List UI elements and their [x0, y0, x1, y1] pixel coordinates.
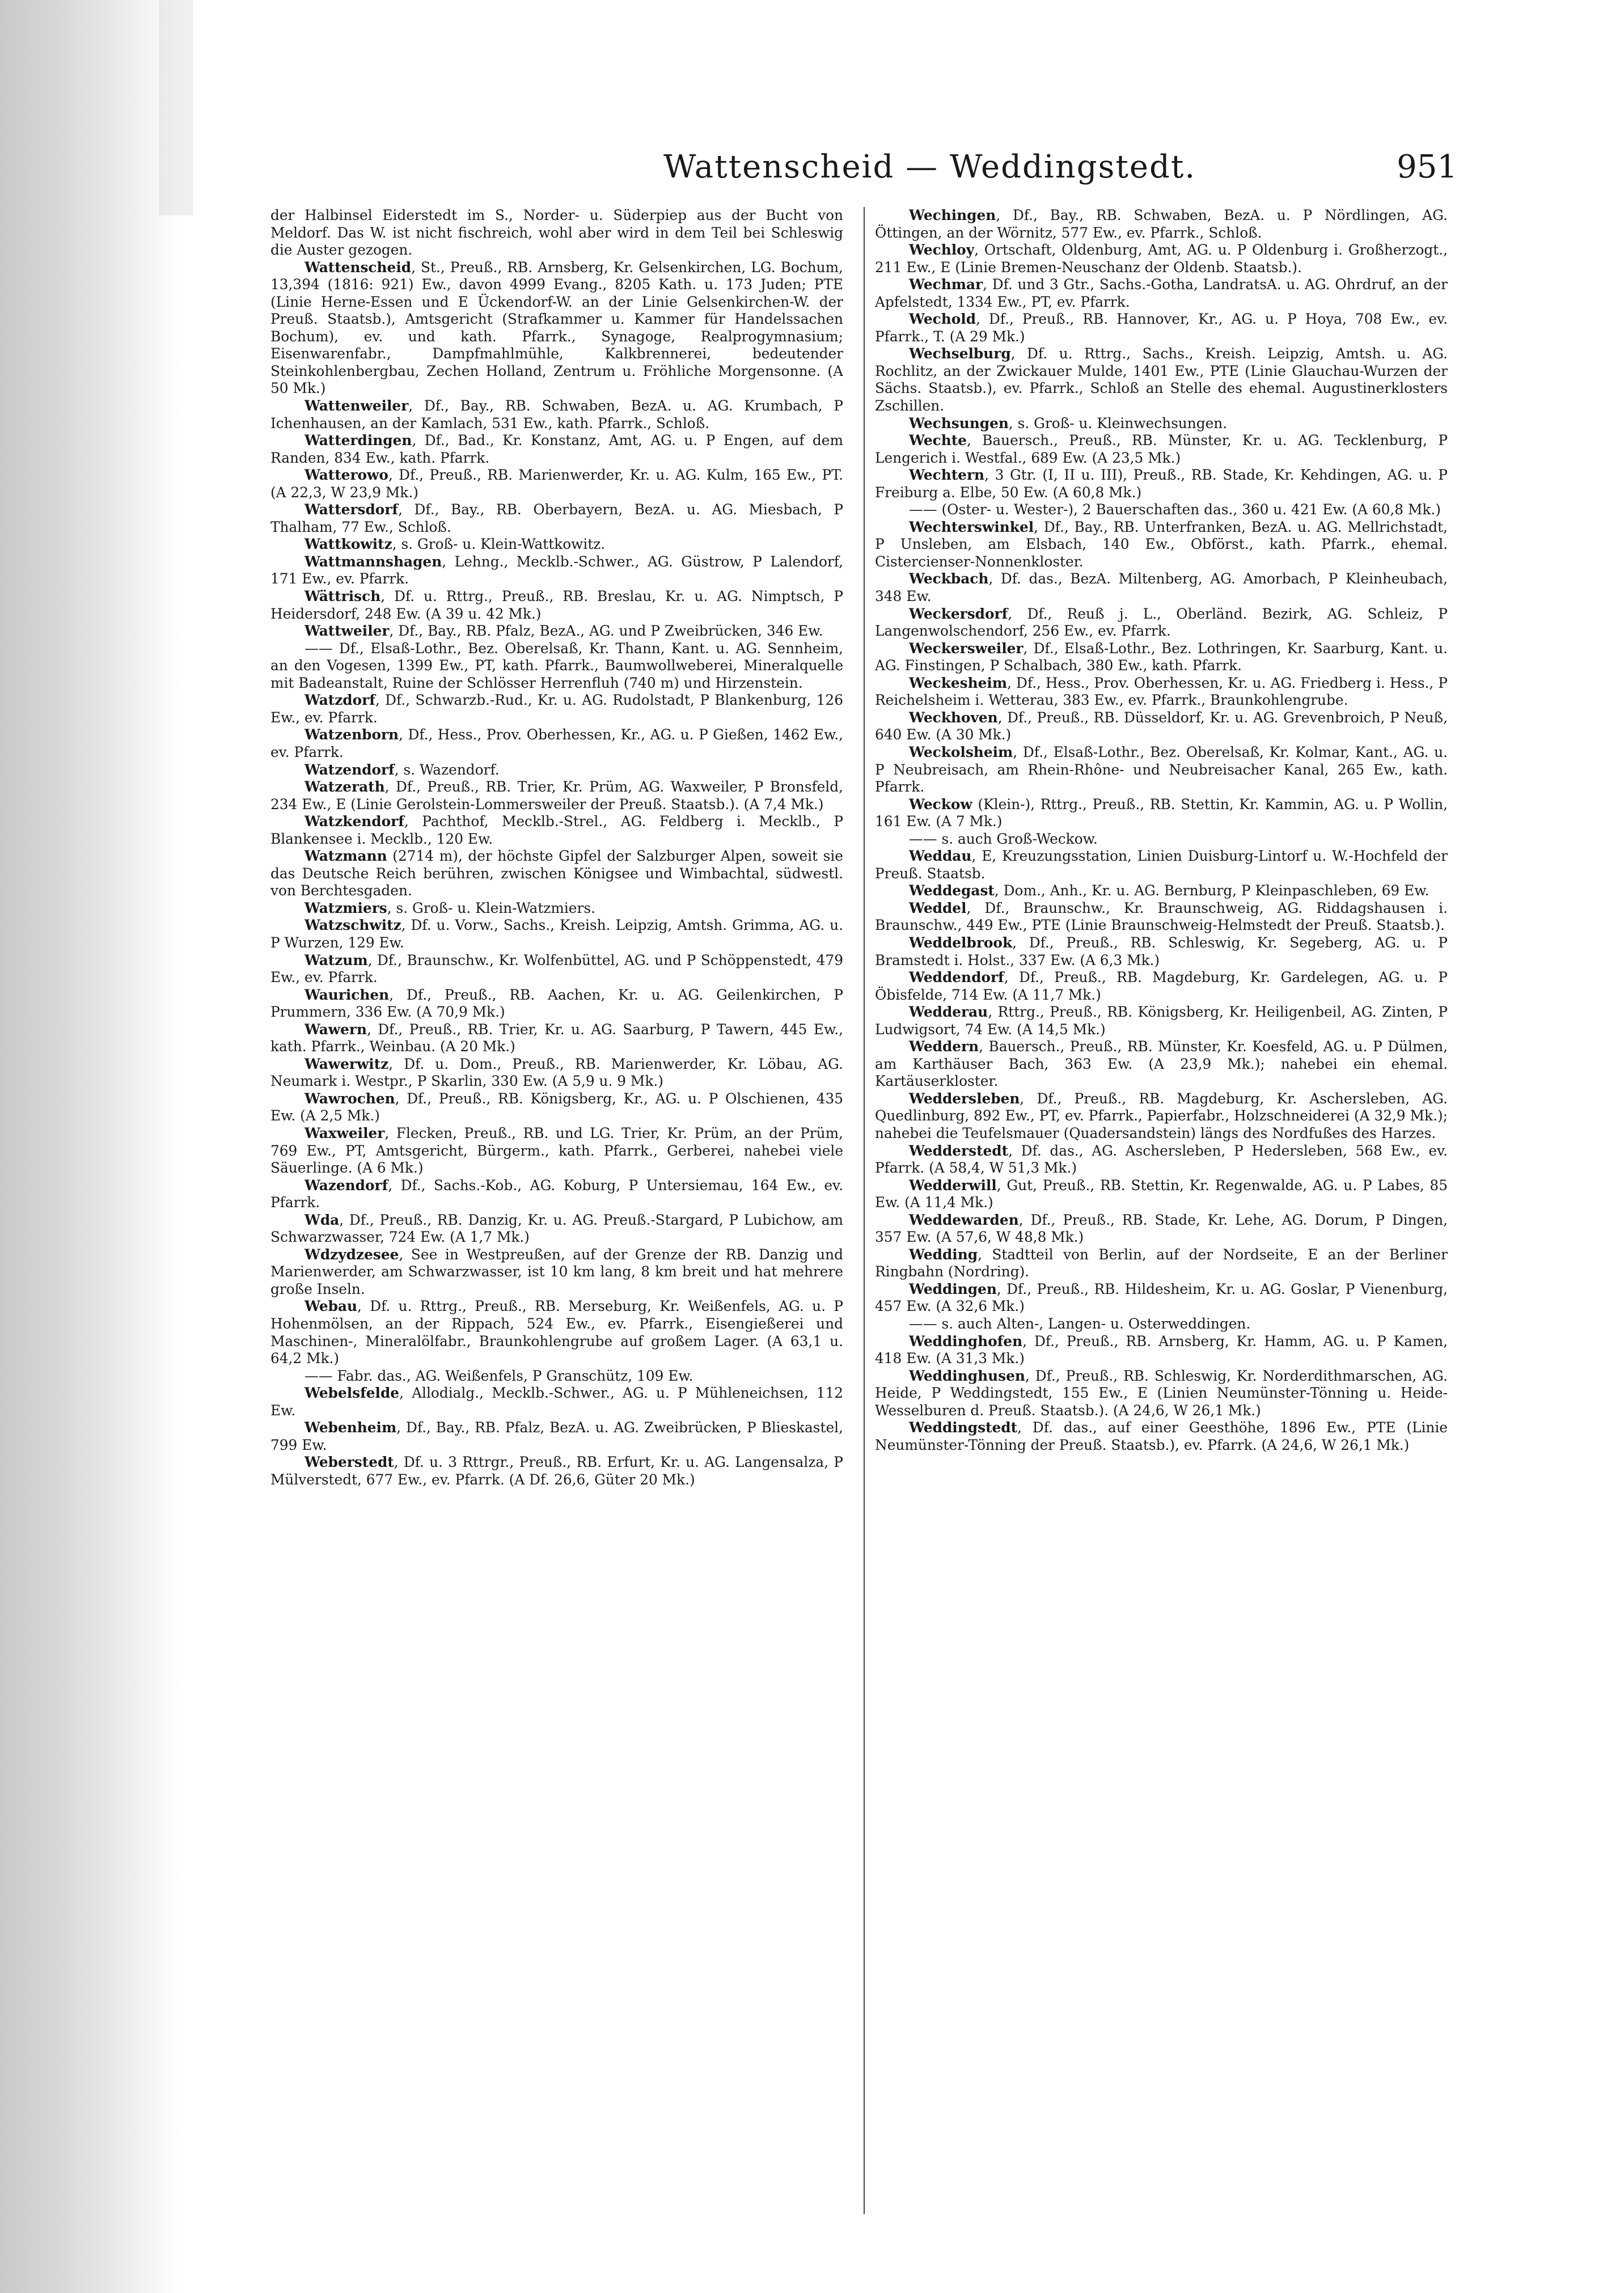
- gazetteer-entry: [270, 761, 843, 779]
- gazetteer-entry: [270, 987, 843, 1021]
- entry-text: , Df., Preuß., RB. Hannover, Kr., AG. u. P Hoya, 708 Ew., ev. Pfarrk., T. (A 29 Mk.): [875, 311, 1448, 345]
- entry-headword: Wattenscheid: [304, 259, 412, 276]
- entry-headword: Weddau: [909, 848, 972, 865]
- entry-text: , s. Groß- u. Klein-Watzmiers.: [387, 899, 595, 916]
- entry-text: , Df., Preuß., RB. Düsseldorf, Kr. u. AG. Grevenbroich, P Neuß, 640 Ew. (A 30 Mk.): [875, 709, 1448, 743]
- entry-text: , Flecken, Preuß., RB. und LG. Trier, Kr. Prüm, an der Prüm, 769 Ew., PT, Amtsgericht, Bürgerm., kath. Pfarrk., Gerberei, nahebei viele Säuerlinge. (A 6 Mk.): [270, 1124, 843, 1177]
- gazetteer-entry: [270, 467, 843, 501]
- scan-noise-top: [159, 0, 193, 215]
- entry-text: , Df., Preuß., RB. Danzig, Kr. u. AG. Preuß.-Stargard, P Lubichow, am Schwarzwasser, 724 Ew. (A 1,7 Mk.): [270, 1211, 843, 1246]
- entry-text: , Df., Schwarzb.-Rud., Kr. u. AG. Rudolstadt, P Blankenburg, 126 Ew., ev. Pfarrk.: [270, 692, 843, 726]
- entry-headword: Weddingstedt: [909, 1419, 1018, 1436]
- entry-text: , Df. u. Vorw., Sachs., Kreish. Leipzig, Amtsh. Grimma, AG. u. P Wurzen, 129 Ew.: [270, 917, 843, 951]
- entry-text: , Df., Bay., RB. Schwaben, BezA. u. P Nördlingen, AG. Öttingen, an der Wörnitz, 577 Ew., ev. Pfarrk., Schloß.: [875, 207, 1448, 241]
- entry-text: , Df., Bay., RB. Schwaben, BezA. u. AG. Krumbach, P Ichenhausen, an der Kamlach, 531 Ew., kath. Pfarrk., Schloß.: [270, 397, 843, 431]
- entry-text: , Df., Preuß., RB. Magdeburg, Kr. Aschersleben, AG. Quedlinburg, 892 Ew., PT, ev. Pfarrk., Papierfabr., Holzschneiderei (A 32,9 Mk.); nahebei die Teufelsmauer (Quadersandstein) längs des Nordfußes des Harzes.: [875, 1090, 1448, 1141]
- entry-headword: Watzum: [304, 951, 368, 968]
- entry-text: —— (Oster- u. Wester-), 2 Bauerschaften das., 360 u. 421 Ew. (A 60,8 Mk.): [909, 501, 1441, 518]
- gazetteer-entry: [270, 1385, 843, 1419]
- entry-text: , s. Wazendorf.: [394, 761, 500, 778]
- entry-headword: Wechselburg: [909, 345, 1011, 362]
- gazetteer-entry: [270, 813, 843, 848]
- entry-text: —— s. auch Alten-, Langen- u. Osterweddingen.: [909, 1315, 1251, 1332]
- entry-headword: Wättrisch: [304, 588, 381, 605]
- entry-headword: Wda: [304, 1211, 340, 1228]
- gazetteer-entry: [875, 1281, 1448, 1315]
- entry-headword: Wedderstedt: [909, 1142, 1009, 1159]
- entry-text: , s. Groß- u. Kleinwechsungen.: [1008, 414, 1228, 431]
- entry-headword: Weckbach: [909, 570, 989, 587]
- gazetteer-entry: [875, 467, 1448, 501]
- entry-text: , Df., Hess., Prov. Oberhessen, Kr., AG. u. P Gießen, 1462 Ew., ev. Pfarrk.: [270, 726, 843, 760]
- gazetteer-entry: [875, 1315, 1448, 1333]
- gazetteer-entry: [875, 1368, 1448, 1420]
- entry-headword: Weddewarden: [909, 1211, 1019, 1228]
- entry-headword: Watzdorf: [304, 692, 375, 709]
- gazetteer-entry: [270, 848, 843, 900]
- entry-headword: Weckhoven: [909, 709, 998, 726]
- gazetteer-entry: [875, 1004, 1448, 1038]
- entry-headword: Weckersdorf: [909, 605, 1008, 622]
- right-column: [875, 207, 1448, 2214]
- entry-text: , Allodialg., Mecklb.-Schwer., AG. u. P Mühleneichsen, 112 Ew.: [270, 1385, 843, 1419]
- gazetteer-entry: [270, 779, 843, 813]
- gazetteer-entry: [875, 345, 1448, 414]
- entry-text: , Lehng., Mecklb.-Schwer., AG. Güstrow, P Lalendorf, 171 Ew., ev. Pfarrk.: [270, 553, 843, 587]
- gazetteer-entry: [875, 969, 1448, 1004]
- entry-headword: Weckesheim: [909, 674, 1008, 691]
- entry-headword: Watterowo: [304, 467, 388, 484]
- gazetteer-entry: [270, 1246, 843, 1298]
- gazetteer-entry: [875, 709, 1448, 744]
- entry-headword: Watzerath: [304, 779, 385, 796]
- gazetteer-entry: [270, 623, 843, 640]
- entry-headword: Wedderau: [909, 1004, 988, 1021]
- entry-text: , Df., Bay., RB. Oberbayern, BezA. u. AG. Miesbach, P Thalham, 77 Ew., Schloß.: [270, 501, 843, 535]
- entry-text: , Df., Preuß., RB. Königsberg, Kr., AG. u. P Olschienen, 435 Ew. (A 2,5 Mk.): [270, 1090, 843, 1124]
- gazetteer-entry: [875, 606, 1448, 640]
- entry-headword: Watzenborn: [304, 726, 399, 743]
- gazetteer-entry: [875, 848, 1448, 882]
- entry-headword: Wedding: [909, 1246, 978, 1263]
- gazetteer-entry: [270, 640, 843, 692]
- gazetteer-entry: [270, 1090, 843, 1125]
- book-spine-shadow: [0, 0, 181, 2293]
- entry-headword: Wawrochen: [304, 1090, 395, 1107]
- gazetteer-entry: [270, 432, 843, 467]
- gazetteer-entry: [875, 934, 1448, 969]
- entry-text: , s. Groß- u. Klein-Wattkowitz.: [392, 536, 606, 553]
- entry-headword: Weddersleben: [909, 1090, 1020, 1107]
- entry-headword: Weddegast: [909, 882, 995, 899]
- gazetteer-entry: [270, 1298, 843, 1367]
- entry-headword: Weddingen: [909, 1280, 997, 1297]
- entry-headword: Watterdingen: [304, 432, 412, 449]
- entry-headword: Webenheim: [304, 1419, 397, 1436]
- gazetteer-entry: [875, 207, 1448, 242]
- entry-text: , Df., Preuß., RB. Magdeburg, Kr. Gardelegen, AG. u. P Öbisfelde, 714 Ew. (A 11,7 Mk.): [875, 969, 1448, 1003]
- running-title: Wattenscheid — Weddingstedt.: [663, 149, 1196, 185]
- entry-text: , See in Westpreußen, auf der Grenze der RB. Danzig und Marienwerder, am Schwarzwasser, ist 10 km lang, 8 km breit und hat mehrere große Inseln.: [270, 1246, 843, 1297]
- entry-headword: Wattersdorf: [304, 501, 399, 518]
- entry-text: , Df., Bay., RB. Pfalz, BezA., AG. und P Zweibrücken, 346 Ew.: [389, 623, 823, 640]
- entry-headword: Webelsfelde: [304, 1385, 400, 1402]
- entry-text: , Df. das., auf einer Geesthöhe, 1896 Ew., PTE (Linie Neumünster-Tönning der Preuß. Staatsb.), ev. Pfarrk. (A 24,6, W 26,1 Mk.): [875, 1419, 1448, 1453]
- gazetteer-entry: [875, 1143, 1448, 1177]
- entry-text: , Df., Elsaß-Lothr., Bez. Oberelsaß, Kr. Kolmar, Kant., AG. u. P Neubreisach, am Rhein-Rhône- und Neubreisacher Kanal, 265 Ew., kath. Pfarrk.: [875, 743, 1448, 796]
- gazetteer-entry: [875, 415, 1448, 433]
- column-divider: [864, 207, 865, 2214]
- entry-text: , Df. u. 3 Rttrgr., Preuß., RB. Erfurt, Kr. u. AG. Langensalza, P Mülverstedt, 677 Ew., ev. Pfarrk. (A Df. 26,6, Güter 20 Mk.): [270, 1454, 843, 1488]
- entry-headword: Weckersweiler: [909, 640, 1024, 657]
- entry-headword: Wechtern: [909, 467, 985, 484]
- gazetteer-entry: [270, 900, 843, 917]
- gazetteer-entry: [875, 831, 1448, 848]
- entry-text: , Df., Preuß., RB. Schleswig, Kr. Segeberg, AG. u. P Bramstedt i. Holst., 337 Ew. (A 6,3 Mk.): [875, 934, 1448, 968]
- entry-text: , Df., Bad., Kr. Konstanz, Amt, AG. u. P Engen, auf dem Randen, 834 Ew., kath. Pfarrk.: [270, 432, 843, 466]
- entry-text: —— Fabr. das., AG. Weißenfels, P Granschütz, 109 Ew.: [304, 1367, 693, 1384]
- entry-text: , Df., Hess., Prov. Oberhessen, Kr. u. AG. Friedberg i. Hess., P Reichelsheim i. Wetterau, 383 Ew., ev. Pfarrk., Braunkohlengrube.: [875, 674, 1448, 709]
- entry-text: , Df. u. Rttrg., Sachs., Kreish. Leipzig, Amtsh. u. AG. Rochlitz, an der Zwickauer Mulde, 1401 Ew., PTE (Linie Glauchau-Wurzen der Sächs. Staatsb.), ev. Pfarrk., Schloß an Stelle des ehemal. Augustinerklosters Zschillen.: [875, 345, 1448, 414]
- entry-text: , Df., Preuß., RB. Aachen, Kr. u. AG. Geilenkirchen, P Prummern, 336 Ew. (A 70,9 Mk.): [270, 986, 843, 1021]
- gazetteer-entry: [270, 536, 843, 553]
- gazetteer-entry: [875, 1212, 1448, 1246]
- entry-headword: Weddel: [909, 899, 967, 916]
- gazetteer-entry: [270, 1454, 843, 1488]
- gazetteer-entry: [270, 1056, 843, 1090]
- gazetteer-entry: [270, 588, 843, 623]
- entry-headword: Watzmiers: [304, 899, 387, 916]
- gazetteer-entry: [875, 1246, 1448, 1281]
- entry-headword: Watzmann: [304, 848, 387, 865]
- entry-text: , Df., Preuß., RB. Stade, Kr. Lehe, AG. Dorum, P Dingen, 357 Ew. (A 57,6, W 48,8 Mk.): [875, 1211, 1448, 1246]
- entry-text: , Dom., Anh., Kr. u. AG. Bernburg, P Kleinpaschleben, 69 Ew.: [994, 882, 1430, 899]
- entry-text: —— Df., Elsaß-Lothr., Bez. Oberelsaß, Kr. Thann, Kant. u. AG. Sennheim, an den Vogesen, 1399 Ew., PT, kath. Pfarrk., Baumwollweberei, Mineralquelle mit Badeanstalt, Ruine der Schlösser Herrenfluh (740 m) und Hirzenstein.: [270, 640, 843, 691]
- entry-text: , E, Kreuzungsstation, Linien Duisburg-Lintorf u. W.-Hochfeld der Preuß. Staatsb.: [875, 848, 1448, 882]
- entry-text: , Df. u. Dom., Preuß., RB. Marienwerder, Kr. Löbau, AG. Neumark i. Westpr., P Skarlin, 330 Ew. (A 5,9 u. 9 Mk.): [270, 1055, 843, 1090]
- entry-text: , Df., Braunschw., Kr. Braunschweig, AG. Riddagshausen i. Braunschw., 449 Ew., PTE (Linie Braunschweig-Helmstedt der Preuß. Staatsb.).: [875, 899, 1448, 934]
- gazetteer-entry: [875, 1333, 1448, 1368]
- entry-text: , Rttrg., Preuß., RB. Königsberg, Kr. Heiligenbeil, AG. Zinten, P Ludwigsort, 74 Ew. (A 14,5 Mk.): [875, 1004, 1448, 1038]
- entry-headword: Weberstedt: [304, 1454, 394, 1471]
- entry-text: —— s. auch Groß-Weckow.: [909, 830, 1098, 847]
- gazetteer-entry: [875, 1038, 1448, 1090]
- entry-text: , Df., Preuß., RB. Trier, Kr. u. AG. Saarburg, P Tawern, 445 Ew., kath. Pfarrk., Weinbau. (A 20 Mk.): [270, 1021, 843, 1055]
- entry-headword: Wechingen: [909, 207, 996, 223]
- entry-text: , Df. das., BezA. Miltenberg, AG. Amorbach, P Kleinheubach, 348 Ew.: [875, 570, 1448, 605]
- entry-text: , Bauersch., Preuß., RB. Münster, Kr. Koesfeld, AG. u. P Dülmen, am Karthäuser Bach, 363 Ew. (A 23,9 Mk.); nahebei ein ehemal. Kartäuserkloster.: [875, 1038, 1448, 1090]
- entry-headword: Webau: [304, 1298, 358, 1315]
- entry-text: , Bauersch., Preuß., RB. Münster, Kr. u. AG. Tecklenburg, P Lengerich i. Westfal., 689 Ew. (A 23,5 Mk.): [875, 432, 1448, 466]
- gazetteer-entry: [270, 1125, 843, 1177]
- entry-text: , Df. und 3 Gtr., Sachs.-Gotha, LandratsA. u. AG. Ohrdruf, an der Apfelstedt, 1334 Ew., PT, ev. Pfarrk.: [875, 276, 1448, 310]
- entry-headword: Wechterswinkel: [909, 518, 1034, 535]
- gazetteer-entry: [875, 1090, 1448, 1143]
- entry-text: , Df., Sachs.-Kob., AG. Koburg, P Untersiemau, 164 Ew., ev. Pfarrk.: [270, 1177, 843, 1211]
- gazetteer-entry: [875, 640, 1448, 675]
- entry-text: , Df., Preuß., RB. Schleswig, Kr. Norderdithmarschen, AG. Heide, P Weddingstedt, 155 Ew., E (Linien Neumünster-Tönning u. Heide-Wesselburen d. Preuß. Staatsb.). (A 24,6, W 26,1 Mk.): [875, 1367, 1448, 1419]
- gazetteer-entry: [875, 796, 1448, 831]
- entry-headword: Wattenweiler: [304, 397, 409, 414]
- entry-text: , Df., Bay., RB. Unterfranken, BezA. u. AG. Mellrichstadt, P Unsleben, am Elsbach, 140 Ew., Obförst., kath. Pfarrk., ehemal. Cistercienser-Nonnenkloster.: [875, 518, 1448, 570]
- gazetteer-entry: [875, 1177, 1448, 1212]
- gazetteer-entry: [270, 259, 843, 397]
- gazetteer-entry: [875, 675, 1448, 709]
- entry-headword: Wawerwitz: [304, 1055, 389, 1072]
- gazetteer-entry: [270, 397, 843, 432]
- gazetteer-entry: [875, 276, 1448, 311]
- gazetteer-entry: [270, 1368, 843, 1385]
- gazetteer-entry: [875, 1419, 1448, 1454]
- gazetteer-entry: [270, 1419, 843, 1454]
- entry-headword: Watzkendorf: [304, 813, 404, 830]
- entry-headword: Waxweiler: [304, 1124, 385, 1141]
- entry-text: , St., Preuß., RB. Arnsberg, Kr. Gelsenkirchen, LG. Bochum, 13,394 (1816: 921) Ew., davon 4999 Evang., 8205 Kath. u. 173 Juden; PTE (Linie Herne-Essen und E Ückendorf-W. an der Linie Gelsenkirchen-W. der Preuß. Staatsb.), Amtsgericht (Strafkammer u. Kammer für Handelssachen Bochum), ev. und kath. Pfarrk., Synagoge, Realprogymnasium; Eisenwarenfabr., Dampfmahlmühle, Kalkbrennerei, bedeutender Steinkohlenbergbau, Zechen Holland, Zentrum u. Fröhliche Morgensonne. (A 50 Mk.): [270, 259, 843, 397]
- entry-headword: Weckow: [909, 796, 972, 813]
- gazetteer-entry: [875, 501, 1448, 519]
- entry-headword: Weddern: [909, 1038, 979, 1055]
- entry-headword: Weddelbrook: [909, 934, 1013, 951]
- gazetteer-entry: [270, 207, 843, 259]
- gazetteer-entry: [875, 311, 1448, 345]
- entry-text: , Df., Preuß., RB. Trier, Kr. Prüm, AG. Waxweiler, P Bronsfeld, 234 Ew., E (Linie Gerolstein-Lommersweiler der Preuß. Staatsb.). (A 7,4 Mk.): [270, 779, 843, 813]
- entry-text: der Halbinsel Eiderstedt im S., Norder- u. Süderpiep aus der Bucht von Meldorf. Das W. ist nicht fischreich, wohl aber wird in dem Teil bei Schleswig die Auster gezogen.: [270, 207, 843, 259]
- entry-headword: Watzendorf: [304, 761, 395, 778]
- gazetteer-entry: [270, 917, 843, 951]
- entry-text: , Df. das., AG. Aschersleben, P Hedersleben, 568 Ew., ev. Pfarrk. (A 58,4, W 51,3 Mk.): [875, 1142, 1448, 1177]
- entry-headword: Wdzydzesee: [304, 1246, 399, 1263]
- entry-headword: Weddinghusen: [909, 1367, 1025, 1384]
- entry-text: , Ortschaft, Oldenburg, Amt, AG. u. P Oldenburg i. Großherzogt., 211 Ew., E (Linie Bremen-Neuschanz der Oldenb. Staatsb.).: [875, 242, 1448, 276]
- gazetteer-entry: [270, 692, 843, 726]
- entry-text: , Stadtteil von Berlin, auf der Nordseite, E an der Berliner Ringbahn (Nordring).: [875, 1246, 1448, 1280]
- gazetteer-entry: [270, 1212, 843, 1246]
- entry-headword: Wechold: [909, 311, 976, 328]
- entry-headword: Wedderwill: [909, 1177, 997, 1194]
- entry-text: , 3 Gtr. (I, II u. III), Preuß., RB. Stade, Kr. Kehdingen, AG. u. P Freiburg a. Elbe, 50 Ew. (A 60,8 Mk.): [875, 467, 1448, 501]
- entry-text: , Df., Preuß., RB. Hildesheim, Kr. u. AG. Goslar, P Vienenburg, 457 Ew. (A 32,6 Mk.): [875, 1280, 1448, 1315]
- entry-headword: Watzschwitz: [304, 917, 401, 934]
- gazetteer-entry: [270, 726, 843, 761]
- entry-text: , Df., Preuß., RB. Marienwerder, Kr. u. AG. Kulm, 165 Ew., PT. (A 22,3, W 23,9 Mk.): [270, 467, 843, 501]
- entry-headword: Wechmar: [909, 276, 983, 293]
- entry-text: , Df. u. Rttrg., Preuß., RB. Breslau, Kr. u. AG. Nimptsch, P Heidersdorf, 248 Ew. (A 39 u. 42 Mk.): [270, 588, 843, 622]
- entry-text: , Df., Bay., RB. Pfalz, BezA. u. AG. Zweibrücken, P Blieskastel, 799 Ew.: [270, 1419, 843, 1453]
- entry-text: , Df., Braunschw., Kr. Wolfenbüttel, AG. und P Schöppenstedt, 479 Ew., ev. Pfarrk.: [270, 951, 843, 986]
- entry-text: , Df. u. Rttrg., Preuß., RB. Merseburg, Kr. Weißenfels, AG. u. P Hohenmölsen, an der Rippach, 524 Ew., ev. Pfarrk., Eisengießerei und Maschinen-, Mineralölfabr., Braunkohlengrube auf großem Lager. (A 63,1 u. 64,2 Mk.): [270, 1298, 843, 1367]
- gazetteer-entry: [270, 1021, 843, 1056]
- entry-headword: Wechloy: [909, 242, 975, 259]
- gazetteer-entry: [875, 242, 1448, 276]
- gazetteer-entry: [270, 1177, 843, 1212]
- entry-text: (2714 m), der höchste Gipfel der Salzburger Alpen, soweit sie das Deutsche Reich berühren, zwischen Königsee und Wimbachtal, südwestl. von Berchtesgaden.: [270, 848, 843, 899]
- entry-headword: Weddinghofen: [909, 1332, 1023, 1349]
- entry-headword: Wattweiler: [304, 623, 390, 640]
- left-column: [270, 207, 843, 2214]
- entry-headword: Waurichen: [304, 986, 390, 1003]
- gazetteer-entry: [270, 553, 843, 588]
- entry-headword: Wattmannshagen: [304, 553, 442, 570]
- gazetteer-entry: [875, 900, 1448, 934]
- gazetteer-entry: [270, 952, 843, 987]
- entry-headword: Weckolsheim: [909, 743, 1013, 760]
- entry-headword: Wechte: [909, 432, 967, 449]
- entry-headword: Wawern: [304, 1021, 367, 1038]
- gazetteer-entry: [875, 519, 1448, 571]
- entry-text: , Df., Elsaß-Lothr., Bez. Lothringen, Kr. Saarburg, Kant. u. AG. Finstingen, P Schalbach, 380 Ew., kath. Pfarrk.: [875, 640, 1448, 674]
- page-header: [267, 149, 1457, 194]
- gazetteer-entry: [875, 744, 1448, 796]
- gazetteer-entry: [875, 432, 1448, 467]
- entry-text: , Df., Preuß., RB. Arnsberg, Kr. Hamm, AG. u. P Kamen, 418 Ew. (A 31,3 Mk.): [875, 1332, 1448, 1367]
- entry-text: , Df., Reuß j. L., Oberländ. Bezirk, AG. Schleiz, P Langenwolschendorf, 256 Ew., ev. Pfarrk.: [875, 605, 1448, 640]
- entry-text: , Gut, Preuß., RB. Stettin, Kr. Regenwalde, AG. u. P Labes, 85 Ew. (A 11,4 Mk.): [875, 1177, 1448, 1211]
- entry-headword: Wattkowitz: [304, 536, 392, 553]
- gazetteer-entry: [875, 570, 1448, 605]
- entry-headword: Wechsungen: [909, 414, 1009, 431]
- gazetteer-entry: [270, 501, 843, 536]
- gazetteer-entry: [875, 882, 1448, 900]
- entry-headword: Weddendorf: [909, 969, 1004, 986]
- entry-text: (Klein-), Rttrg., Preuß., RB. Stettin, Kr. Kammin, AG. u. P Wollin, 161 Ew. (A 7 Mk.): [875, 796, 1448, 830]
- entry-headword: Wazendorf: [304, 1177, 388, 1194]
- page-number: 951: [1397, 149, 1457, 185]
- entry-text: , Pachthof, Mecklb.-Strel., AG. Feldberg i. Mecklb., P Blankensee i. Mecklb., 120 Ew.: [270, 813, 843, 847]
